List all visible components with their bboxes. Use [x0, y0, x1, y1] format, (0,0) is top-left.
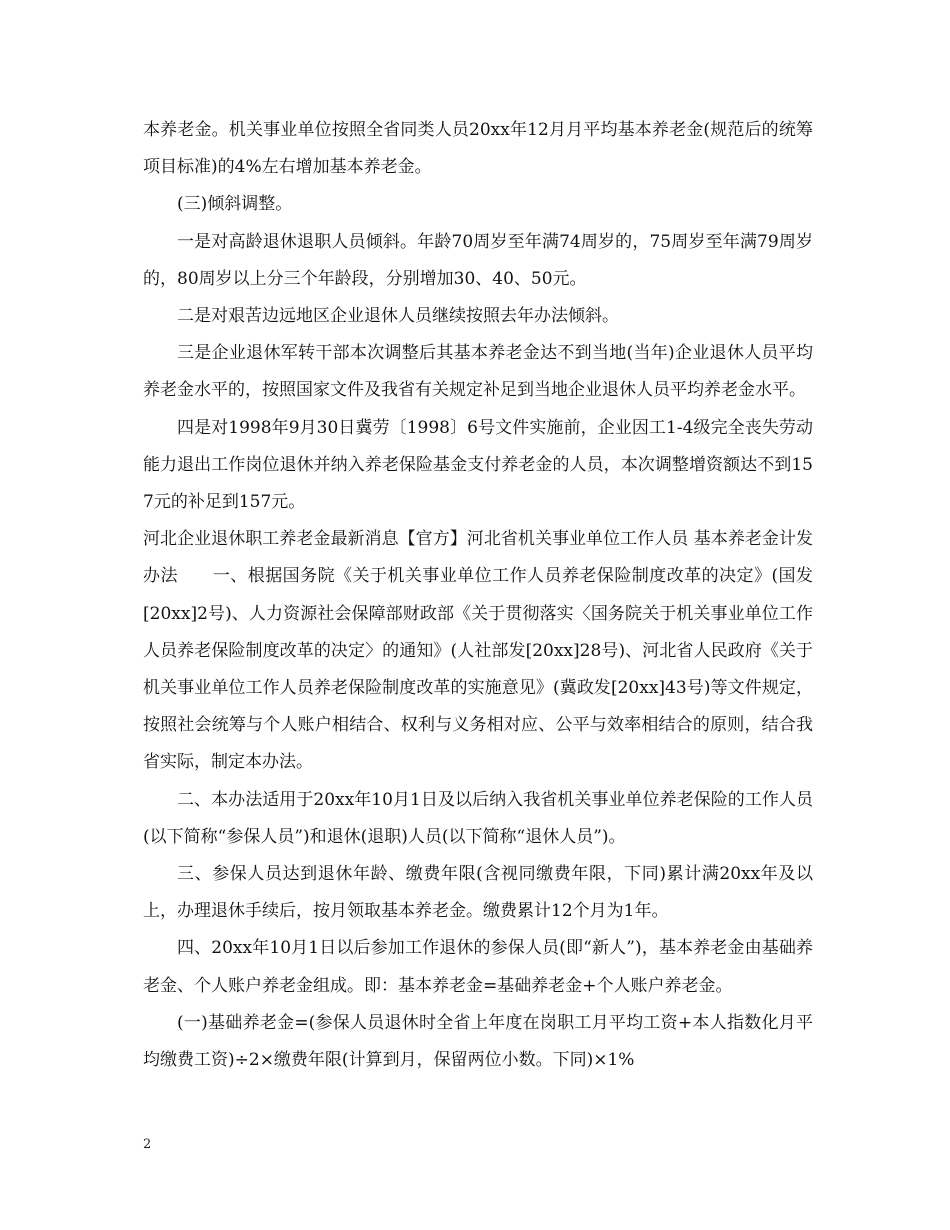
paragraph-elderly-adjustment: 一是对高龄退休退职人员倾斜。年龄70周岁至年满74周岁的，75周岁至年满79周岁的，80周岁以上分三个年龄段，分别增加30、40、50元。	[143, 231, 813, 289]
paragraph-retirement-conditions: 三、参保人员达到退休年龄、缴费年限(含视同缴费年限，下同)累计满20xx年及以上，办理退休手续后，按月领取基本养老金。缴费累计12个月为1年。	[143, 864, 813, 922]
paragraph-military-cadres: 三是企业退休军转干部本次调整后其基本养老金达不到当地(当年)企业退休人员平均养老金水平的，按照国家文件及我省有关规定补足到当地企业退休人员平均养老金水平。	[143, 343, 813, 401]
paragraph-work-injury: 四是对1998年9月30日冀劳〔1998〕6号文件实施前，企业因工1-4级完全丧失劳动能力退出工作岗位退休并纳入养老保险基金支付养老金的人员，本次调整增资额达不到157元的补足到157元。	[143, 417, 813, 513]
paragraph-scope: 二、本办法适用于20xx年10月1日及以后纳入我省机关事业单位养老保险的工作人员(以下简称“参保人员”)和退休(退职)人员(以下简称“退休人员”)。	[143, 789, 813, 847]
paragraph-official-news: 河北企业退休职工养老金最新消息【官方】河北省机关事业单位工作人员 基本养老金计发办法 一、根据国务院《关于机关事业单位工作人员养老保险制度改革的决定》(国发[20xx]2号)、人力资源社会保障部财政部《关于贯彻落实〈国务院关于机关事业单位工作人员养老保险制度改革的决定〉的通知》(人社部发[20xx]28号)、河北省人民政府《关于机关事业单位工作人员养老保险制度改革的实施意见》(冀政发[20xx]43号)等文件规定，按照社会统筹与个人账户相结合、权利与义务相对应、公平与效率相结合的原则，结合我省实际，制定本办法。	[143, 529, 813, 773]
paragraph-continuation: 本养老金。机关事业单位按照全省同类人员20xx年12月月平均基本养老金(规范后的统筹项目标准)的4%左右增加基本养老金。	[143, 120, 813, 178]
paragraph-remote-areas: 二是对艰苦边远地区企业退休人员继续按照去年办法倾斜。	[177, 306, 619, 327]
paragraph-new-staff: 四、20xx年10月1日以后参加工作退休的参保人员(即“新人”)，基本养老金由基础养老金、个人账户养老金组成。即：基本养老金=基础养老金+个人账户养老金。	[143, 938, 813, 996]
paragraph-section-heading: (三)倾斜调整。	[177, 194, 293, 215]
page-number: 2	[143, 1137, 152, 1152]
document-body	[143, 112, 813, 1079]
paragraph-basic-pension-formula: (一)基础养老金=(参保人员退休时全省上年度在岗职工月平均工资+本人指数化月平均缴费工资)÷2×缴费年限(计算到月，保留两位小数。下同)×1%	[143, 1012, 813, 1071]
